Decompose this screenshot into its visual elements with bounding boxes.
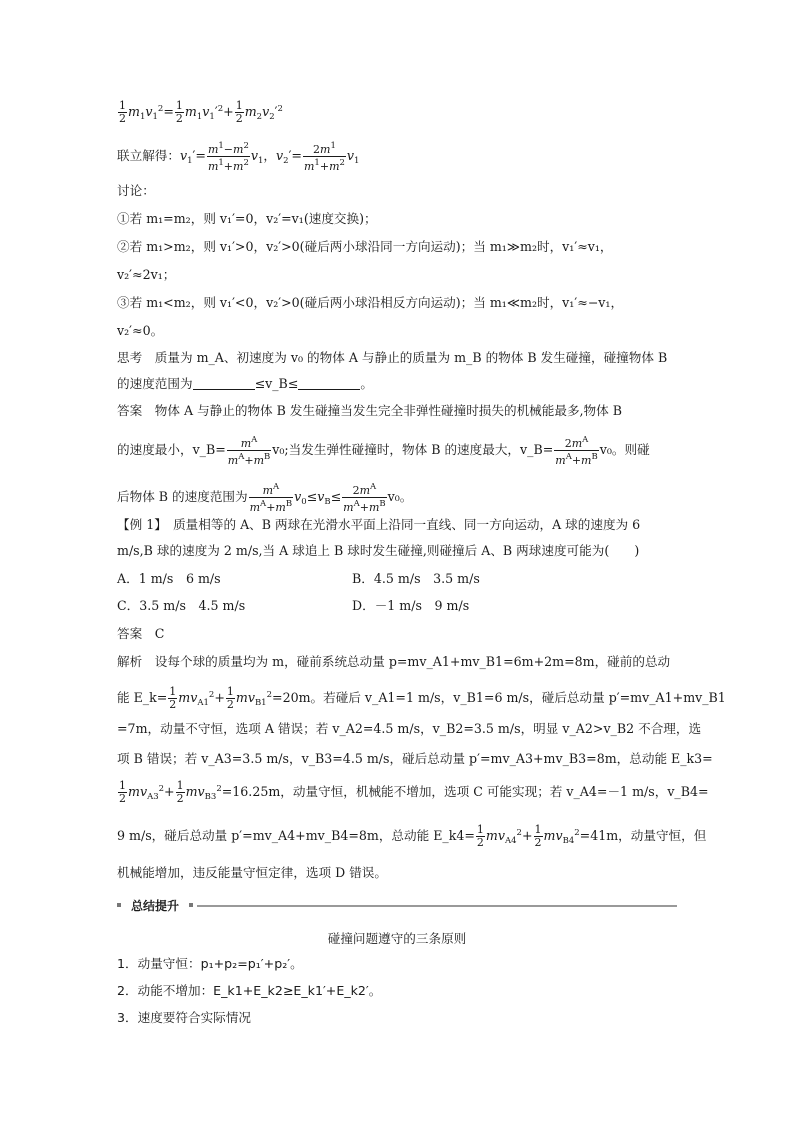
rule-2: 2．动能不增加：E_k1+E_k2≥E_k1′+E_k2′。 <box>117 983 382 998</box>
analysis-4: 项 B 错误；若 v_A3=3.5 m/s，v_B3=4.5 m/s，碰后总动量 p′=mv_A3+mv_B3=8m，总动能 E_k3= <box>117 751 713 766</box>
case-1: ①若 m₁=m₂，则 v₁′=0，v₂′=v₁(速度交换)； <box>117 211 377 226</box>
option-d: D．－1 m/s 9 m/s <box>352 598 470 613</box>
summary-section-header <box>117 899 677 913</box>
bullet-square <box>189 903 193 907</box>
case-2-b: v₂′≈2v₁； <box>117 267 176 282</box>
bullet-square <box>117 903 121 907</box>
answer-blank-1 <box>193 377 255 390</box>
rule-1: 1．动量守恒：p₁+p₂=p₁′+p₂′。 <box>117 956 303 971</box>
think-question-b: 的速度范围为 ≤v_B≤ 。 <box>117 376 373 391</box>
rule-3: 3．速度要符合实际情况 <box>117 1010 251 1025</box>
option-c: C．3.5 m/s 4.5 m/s <box>117 598 246 613</box>
example-question-b: m/s,B 球的速度为 2 m/s,当 A 球追上 B 球时发生碰撞,则碰撞后 A、B 两球速度可能为( ) <box>117 543 640 558</box>
analysis-3: =7m，动量不守恒，选项 A 错误；若 v_A2=4.5 m/s，v_B2=3.5 m/s，明显 v_A2>v_B2 不合理，选 <box>117 721 702 736</box>
answer-blank-2 <box>298 377 360 390</box>
rule-heading: 碰撞问题遵守的三条原则 <box>327 931 467 946</box>
analysis-7: 机械能增加，违反能量守恒定律，选项 D 错误。 <box>117 865 387 880</box>
case-3-b: v₂′≈0。 <box>117 323 164 338</box>
divider <box>197 905 677 907</box>
solution-line: 联立解得：$v_1'=$ $\frac{m^1-m^2}{m^1+m^2}$ $v_1$，$v_2'=$ $\frac{2m^1}{m^1+m^2}$ $v_1$ <box>117 141 360 173</box>
think-question-a: 思考 质量为 m_A、初速度为 v₀ 的物体 A 与静止的质量为 m_B 的物体 B 发生碰撞，碰撞物体 B <box>117 350 668 365</box>
case-2-a: ②若 m₁>m₂，则 v₁′>0，v₂′>0(碰后两小球沿同一方向运动)；当 m₁≫m₂时，v₁′≈v₁， <box>117 239 613 254</box>
case-3-a: ③若 m₁<m₂，则 v₁′<0，v₂′>0(碰后两小球沿相反方向运动)；当 m₁≪m₂时，v₁′≈−v₁， <box>117 295 624 310</box>
analysis-5: $\frac{1}{2}$ $mv_{A3}^2+$ $\frac{1}{2}$ $mv_{B3}^2=16.25m$，动量守恒，机械能不增加，选项 C 可能实现；若 v_A4=－1 m/s，v_B4= <box>119 779 709 805</box>
analysis-2: 能 E_k= $\frac{1}{2}$ $mv_{A1}^2+$ $\frac{1}{2}$ $mv_{B1}^2=20m$。若碰后 v_A1=1 m/s，v_B1=6 m/s，碰后总动量 p′=mv_A1+mv_B1 <box>117 685 726 711</box>
energy-equation: $\frac{1}{2}$ $m_1v_1^2=$ $\frac{1}{2}$ $m_1v_1'^2+$ $\frac{1}{2}$ $m_2v_2'^2$ <box>119 99 283 125</box>
option-b: B．4.5 m/s 3.5 m/s <box>352 571 480 586</box>
answer-1-a: 答案 物体 A 与静止的物体 B 发生碰撞当发生完全非弹性碰撞时损失的机械能最多,物体 B <box>117 403 622 418</box>
answer-1-b: 的速度最小，v_B= $\frac{m^A}{m^A+m^B}$ v₀;当发生弹性碰撞时，物体 B 的速度最大，v_B= $\frac{2m^A}{m^A+m^B}$ v₀。则碰 <box>117 435 650 467</box>
analysis-1: 解析 设每个球的质量均为 m，碰前系统总动量 p=mv_A1+mv_B1=6m+2m=8m，碰前的总动 <box>117 654 671 669</box>
option-a: A．1 m/s 6 m/s <box>117 571 221 586</box>
example-question-a: 【例 1】 质量相等的 A、B 两球在光滑水平面上沿同一直线、同一方向运动，A 球的速度为 6 <box>117 517 641 532</box>
analysis-6: 9 m/s，碰后总动量 p′=mv_A4+mv_B4=8m，总动能 E_k4= $\frac{1}{2}$ $mv_{A4}^2+$ $\frac{1}{2}$ $mv_{B4}^2=41m$，动量守恒，但 <box>117 823 707 849</box>
answer-2: 答案 C <box>117 626 165 641</box>
discussion-label: 讨论： <box>117 183 155 198</box>
summary-label: 总结提升 <box>127 897 183 914</box>
answer-1-c: 后物体 B 的速度范围为 $\frac{m^A}{m^A+m^B}$ $v_0\le v_B\le$ $\frac{2m^A}{m^A+m^B}$ v₀。 <box>117 482 413 514</box>
